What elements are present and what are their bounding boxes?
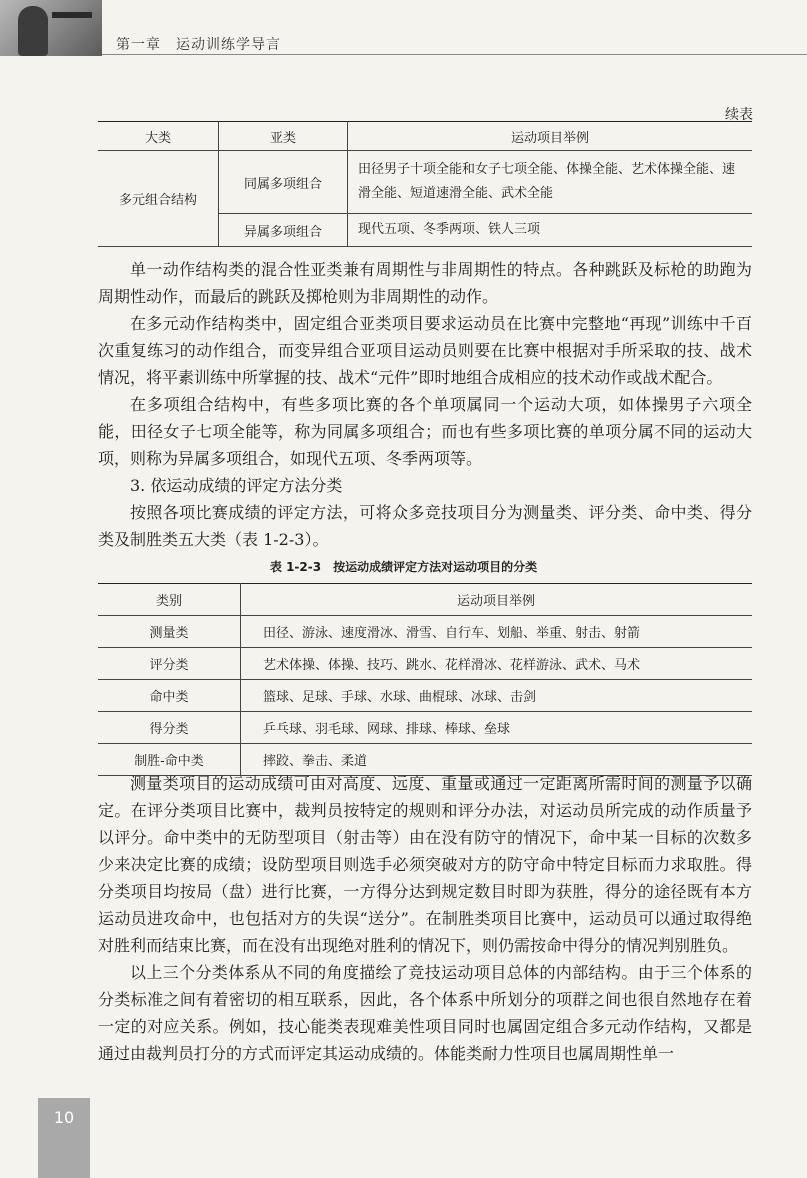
category-cell: 得分类 bbox=[98, 712, 241, 744]
category-cell: 命中类 bbox=[98, 680, 241, 712]
shooter-figure bbox=[18, 6, 48, 56]
table-header-row bbox=[98, 584, 752, 616]
table-caption: 表 1-2-3 按运动成绩评定方法对运动项目的分类 bbox=[269, 560, 538, 574]
category-cell: 测量类 bbox=[98, 616, 241, 648]
table-row bbox=[98, 616, 752, 648]
table-row bbox=[98, 151, 752, 214]
page-number-box bbox=[38, 1098, 90, 1178]
example-cell: 田径男子十项全能和女子七项全能、体操全能、艺术体操全能、速滑全能、短道速滑全能、武术全能 bbox=[348, 151, 753, 214]
paragraph: 按照各项比赛成绩的评定方法，可将众多竞技项目分为测量类、评分类、命中类、得分类及制胜类五大类（表 1-2-3）。 bbox=[98, 503, 752, 549]
classification-table bbox=[98, 583, 752, 776]
shooter-photo bbox=[0, 0, 102, 56]
category-cell: 多元组合结构 bbox=[98, 151, 219, 247]
paragraph: 以上三个分类体系从不同的角度描绘了竞技运动项目总体的内部结构。由于三个体系的分类标准之间有着密切的相互联系，因此，各个体系中所划分的项群之间也很自然地存在着一定的对应关系。例如，技心能类表现难美性项目同时也属固定组合多元动作结构，又都是通过由裁判员打分的方式而评定其运动成绩的。体能类耐力性项目也属周期性单一 bbox=[98, 963, 752, 1063]
paragraph: 单一动作结构类的混合性亚类兼有周期性与非周期性的特点。各种跳跃及标枪的助跑为周期性动作，而最后的跳跃及掷枪则为非周期性的动作。 bbox=[98, 260, 752, 306]
header-cell: 类别 bbox=[98, 584, 241, 616]
continued-label: 续表 bbox=[725, 107, 753, 123]
table-header-row bbox=[98, 122, 752, 151]
table-row bbox=[98, 680, 752, 712]
pistol-shape bbox=[52, 12, 92, 18]
subcategory-cell: 同属多项组合 bbox=[219, 151, 348, 214]
section-heading: 3. 依运动成绩的评定方法分类 bbox=[130, 476, 343, 495]
example-cell: 篮球、足球、手球、水球、曲棍球、冰球、击剑 bbox=[241, 680, 753, 712]
example-cell: 田径、游泳、速度滑冰、滑雪、自行车、划船、举重、射击、射箭 bbox=[241, 616, 753, 648]
chapter-title: 第一章 运动训练学导言 bbox=[116, 37, 281, 53]
page-number: 10 bbox=[53, 1108, 75, 1127]
header-cell: 运动项目举例 bbox=[241, 584, 753, 616]
body-text-upper bbox=[98, 256, 752, 553]
table-row bbox=[98, 712, 752, 744]
table-continued bbox=[98, 121, 752, 247]
paragraph: 测量类项目的运动成绩可由对高度、远度、重量或通过一定距离所需时间的测量予以确定。在评分类项目比赛中，裁判员按特定的规则和评分办法，对运动员所完成的动作质量予以评分。命中类中的无防型项目（射击等）由在没有防守的情况下，命中某一目标的次数多少来决定比赛的成绩；设防型项目则选手必须突破对方的防守命中特定目标而力求取胜。得分类项目均按局（盘）进行比赛，一方得分达到规定数目时即为获胜，得分的途径既有本方运动员进攻命中，也包括对方的失误“送分”。在制胜类项目比赛中，运动员可以通过取得绝对胜利而结束比赛，而在没有出现绝对胜利的情况下，则仍需按命中得分的情况判别胜负。 bbox=[98, 774, 752, 955]
example-cell: 现代五项、冬季两项、铁人三项 bbox=[348, 214, 753, 247]
header-cell: 大类 bbox=[98, 122, 219, 151]
paragraph: 在多项组合结构中，有些多项比赛的各个单项属同一个运动大项，如体操男子六项全能，田径女子七项全能等，称为同属多项组合；而也有些多项比赛的单项分属不同的运动大项，则称为异属多项组合，如现代五项、冬季两项等。 bbox=[98, 395, 752, 468]
paragraph: 在多元动作结构类中，固定组合亚类项目要求运动员在比赛中完整地“再现”训练中千百次重复练习的动作组合，而变异组合亚项目运动员则要在比赛中根据对手所采取的技、战术情况，将平素训练中所掌握的技、战术“元件”即时地组合成相应的技术动作或战术配合。 bbox=[98, 314, 752, 387]
subcategory-cell: 异属多项组合 bbox=[219, 214, 348, 247]
example-cell: 艺术体操、体操、技巧、跳水、花样滑冰、花样游泳、武术、马术 bbox=[241, 648, 753, 680]
header-cell: 运动项目举例 bbox=[348, 122, 753, 151]
page-header bbox=[0, 0, 807, 56]
header-cell: 亚类 bbox=[219, 122, 348, 151]
header-rule bbox=[102, 54, 807, 55]
body-text-lower bbox=[98, 770, 752, 1067]
table-row bbox=[98, 648, 752, 680]
category-cell: 制胜-命中类 bbox=[98, 744, 241, 776]
category-cell: 评分类 bbox=[98, 648, 241, 680]
example-cell: 摔跤、拳击、柔道 bbox=[241, 744, 753, 776]
example-cell: 乒乓球、羽毛球、网球、排球、棒球、垒球 bbox=[241, 712, 753, 744]
